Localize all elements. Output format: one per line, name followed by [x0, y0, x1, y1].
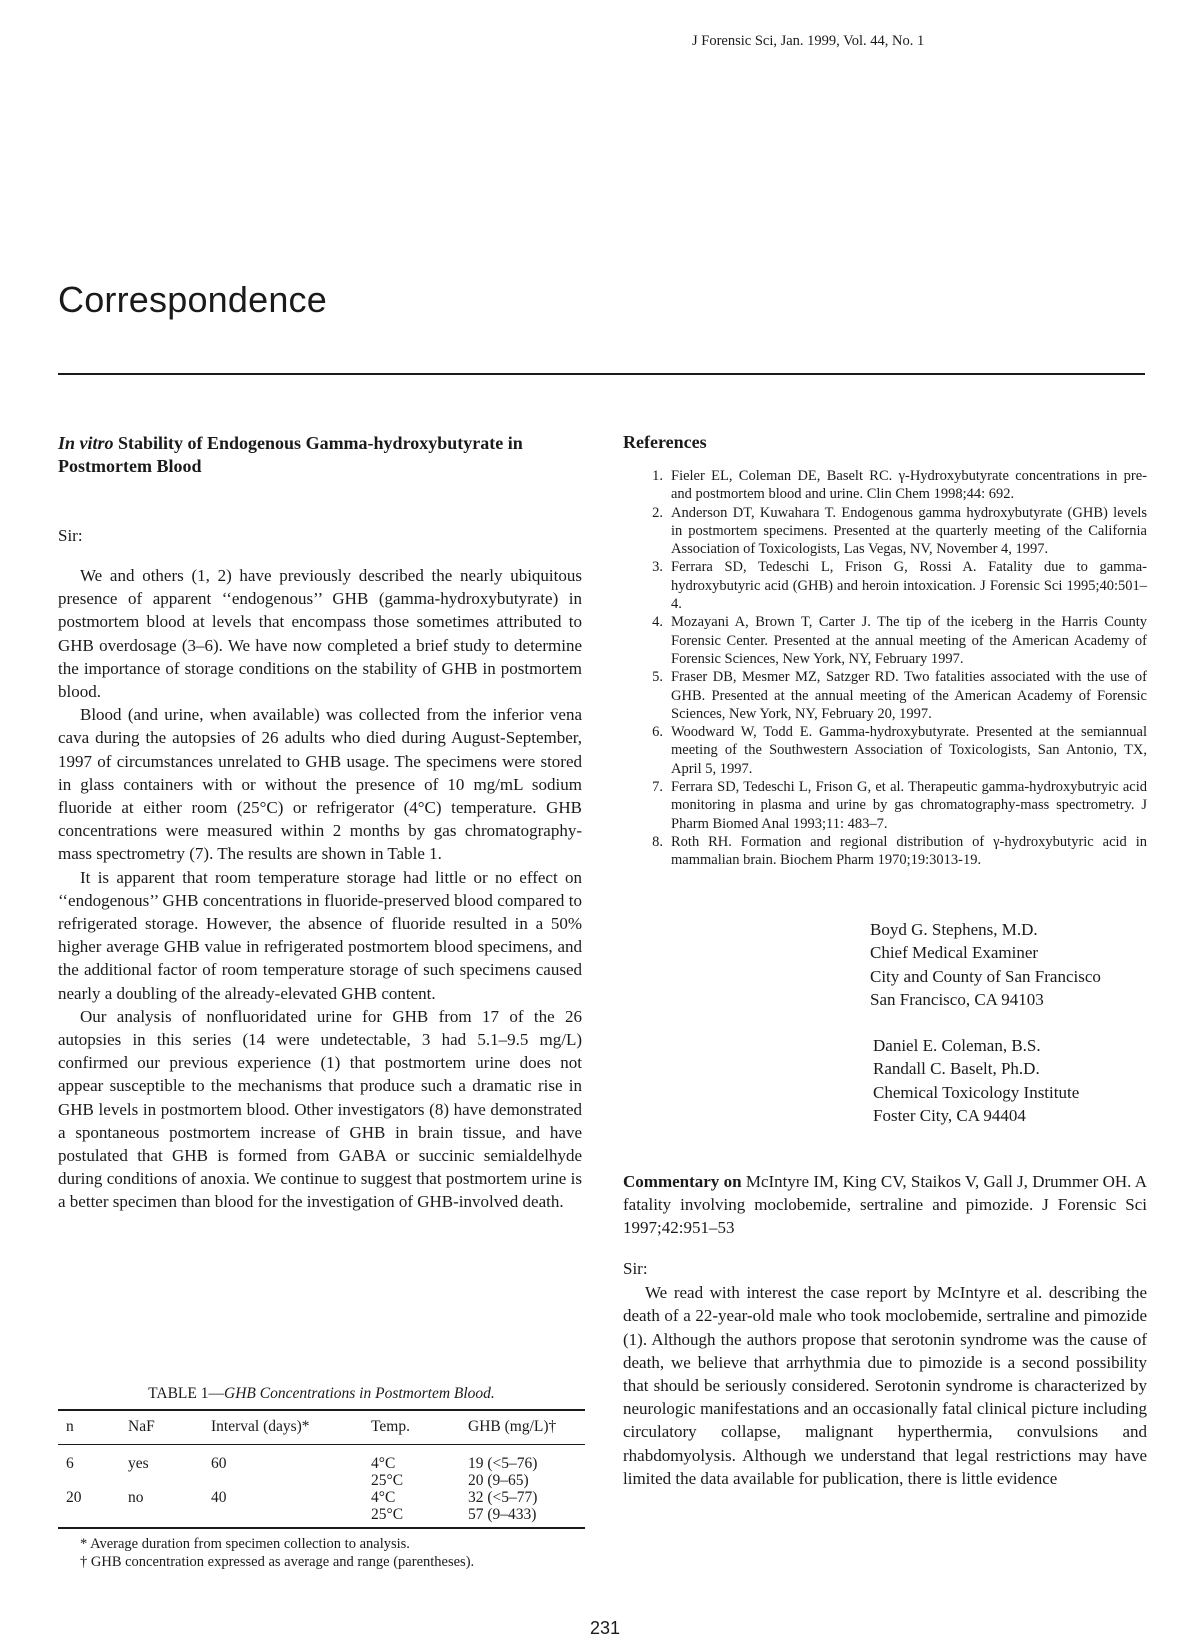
reference-item	[623, 668, 1147, 723]
reference-text: Woodward W, Todd E. Gamma-hydroxybutyrate. Presented at the semiannual meeting of the Southwestern Association of Toxicologists, San Antonio, TX, April 5, 1997.	[671, 724, 1147, 777]
cell-interval: 60	[211, 1455, 227, 1472]
page-number: 231	[590, 1618, 621, 1638]
reference-text: Roth RH. Formation and regional distribution of γ-hydroxybutyric acid in mammalian brain. Biochem Pharm 1970;19:3013-19.	[671, 833, 1147, 869]
reference-number: 7.	[652, 779, 663, 796]
body-paragraph: Blood (and urine, when available) was collected from the inferior vena cava during the autopsies of 26 adults who died during August-September, 1997 of circumstances unrelated to GHB usage. The specimens were stored in glass containers with or without the presence of 10 mg/mL sodium fluoride at either room (25°C) or refrigerator (4°C) temperature. GHB concentrations were measured within 2 months by gas chromatography-mass spectrometry (7). The results are shown in Table 1.	[58, 705, 582, 864]
reference-text: Ferrara SD, Tedeschi L, Frison G, et al. Therapeutic gamma-hydroxybutryic acid monitoring in plasma and urine by gas chromatography-mass spectrometry. J Pharm Biomed Anal 1993;11: 483–7.	[671, 779, 1147, 832]
article-title-rest: Stability of Endogenous Gamma-hydroxybutyrate in Postmortem Blood	[58, 433, 523, 476]
signature-name: Boyd G. Stephens, M.D.	[870, 919, 1038, 939]
signature-name: Daniel E. Coleman, B.S.	[873, 1035, 1041, 1055]
ghb-table	[58, 1409, 585, 1529]
signature-address: San Francisco, CA 94103	[870, 990, 1044, 1010]
cell-naf: yes	[128, 1455, 149, 1472]
signature-address: Foster City, CA 94404	[873, 1106, 1026, 1126]
signature-name: Randall C. Baselt, Ph.D.	[873, 1059, 1040, 1079]
commentary-lead: Commentary on	[623, 1171, 742, 1191]
col-header-naf: NaF	[128, 1418, 155, 1435]
reference-text: Ferrara SD, Tedeschi L, Frison G, Rossi A. Fatality due to gamma-hydroxybutyric acid (GHB) and heroin intoxication. J Forensic Sci 1995;40:501–4.	[671, 559, 1147, 613]
col-header-n: n	[66, 1418, 74, 1435]
cell-temp: 25°C	[371, 1472, 404, 1489]
body-paragraph: We and others (1, 2) have previously described the nearly ubiquitous presence of apparent ‘‘endogenous’’ GHB (gamma-hydroxybutyrate) in postmortem blood at levels that encompass those sometimes attributed to GHB overdosage (3–6). We have now completed a brief study to determine the importance of storage conditions on the stability of GHB in postmortem blood.	[58, 566, 582, 702]
cell-temp: 25°C	[371, 1506, 404, 1523]
reference-item	[623, 833, 1147, 870]
reference-item	[623, 558, 1147, 613]
reference-item	[623, 504, 1147, 559]
salutation: Sir:	[58, 526, 83, 545]
reference-item	[623, 467, 1147, 504]
cell-interval: 40	[211, 1489, 227, 1506]
cell-ghb: 57 (9–433)	[468, 1506, 537, 1523]
article-title	[58, 432, 582, 478]
cell-interval	[211, 1472, 371, 1489]
table-row	[58, 1445, 585, 1473]
cell-n: 20	[66, 1489, 82, 1506]
table-footnotes	[58, 1535, 585, 1571]
right-column	[623, 432, 1147, 1490]
table-caption	[58, 1385, 585, 1403]
salutation: Sir:	[623, 1259, 648, 1279]
reference-number: 3.	[652, 559, 663, 576]
cell-temp: 4°C	[371, 1489, 396, 1506]
cell-interval	[211, 1506, 371, 1528]
cell-n	[58, 1506, 128, 1528]
cell-n	[58, 1472, 128, 1489]
signature-org: Chemical Toxicology Institute	[873, 1082, 1080, 1102]
cell-ghb: 32 (<5–77)	[468, 1489, 538, 1506]
col-header-ghb: GHB (mg/L)†	[468, 1418, 557, 1435]
body-paragraph: It is apparent that room temperature storage had little or no effect on ‘‘endogenous’’ GHB concentrations in fluoride-preserved blood compared to refrigerated storage. However, the absence of fluoride resulted in a 50% higher average GHB value in refrigerated postmortem blood specimens, and the additional factor of room temperature storage of such specimens caused nearly a doubling of the already-elevated GHB content.	[58, 867, 582, 1003]
section-title: Correspondence	[58, 279, 327, 321]
reference-item	[623, 613, 1147, 668]
signature-block-2	[873, 1034, 1147, 1128]
article-title-italic: In vitro	[58, 433, 114, 453]
reference-item	[623, 723, 1147, 778]
reference-number: 6.	[652, 724, 663, 741]
reference-number: 5.	[652, 669, 663, 686]
signature-block-1	[870, 918, 1147, 1012]
running-head: J Forensic Sci, Jan. 1999, Vol. 44, No. 1	[692, 33, 925, 49]
cell-temp: 4°C	[371, 1455, 396, 1472]
section-divider	[58, 373, 1145, 375]
reference-text: Fraser DB, Mesmer MZ, Satzger RD. Two fatalities associated with the use of GHB. Presented at the annual meeting of the American Academy of Forensic Sciences, New York, NY, February 20, 1997.	[671, 669, 1147, 722]
cell-naf	[128, 1506, 211, 1528]
cell-naf: no	[128, 1489, 144, 1506]
table-row	[58, 1472, 585, 1489]
reference-number: 8.	[652, 833, 663, 850]
reference-number: 2.	[652, 504, 663, 521]
reference-number: 4.	[652, 614, 663, 631]
cell-ghb: 20 (9–65)	[468, 1472, 529, 1489]
table-row	[58, 1489, 585, 1506]
commentary-heading	[623, 1170, 1147, 1240]
table-header-row	[58, 1410, 585, 1445]
reference-text: Anderson DT, Kuwahara T. Endogenous gamma hydroxybutyrate (GHB) levels in postmortem specimens. Presented at the quarterly meeting of the California Association of Toxicologists, Las Vegas, NV, November 4, 1997.	[671, 504, 1147, 558]
references-heading: References	[623, 432, 707, 452]
body-paragraph: We read with interest the case report by McIntyre et al. describing the death of a 22-year-old male who took moclobemide, sertraline and pimozide (1). Although the authors propose that serotonin syndrome was the cause of death, we believe that arrhythmia due to pimozide is a second possibility that should be seriously considered. Serotonin syndrome is characterized by neurologic manifestations and an occasionally fatal clinical picture including circulatory collapse, malignant hyperthermia, convulsions and rhabdomyolysis. Although we understand that legal restrictions may have limited the data available for publication, there is little evidence	[623, 1283, 1147, 1488]
cell-n: 6	[66, 1455, 74, 1472]
reference-item	[623, 778, 1147, 833]
table-caption-label: TABLE 1—	[148, 1385, 224, 1402]
footnote: * Average duration from specimen collection to analysis.	[80, 1536, 410, 1552]
reference-text: Fieler EL, Coleman DE, Baselt RC. γ-Hydroxybutyrate concentrations in pre- and postmortem blood and urine. Clin Chem 1998;44: 692.	[671, 468, 1147, 503]
footnote: † GHB concentration expressed as average and range (parentheses).	[80, 1554, 475, 1570]
cell-ghb: 19 (<5–76)	[468, 1455, 538, 1472]
reference-number: 1.	[652, 468, 663, 484]
cell-naf	[128, 1472, 211, 1489]
reference-text: Mozayani A, Brown T, Carter J. The tip of the iceberg in the Harris County Forensic Center. Presented at the annual meeting of the American Academy of Forensic Sciences, New York, NY, February 1997.	[671, 614, 1147, 667]
left-column	[58, 432, 582, 1214]
signature-org: City and County of San Francisco	[870, 966, 1101, 986]
body-paragraph: Our analysis of nonfluoridated urine for GHB from 17 of the 26 autopsies in this series (14 were undetectable, 3 had 5.1–9.5 mg/L) confirmed our previous experience (1) that postmortem urine does not appear susceptible to the mechanisms that produce such a dramatic rise in GHB levels in postmortem blood. Other investigators (8) have demonstrated a spontaneous postmortem increase of GHB in brain tissue, and have postulated that GHB is formed from GABA or succinic semialdelhyde during conditions of anoxia. We continue to suggest that postmortem urine is a better specimen than blood for the investigation of GHB-involved death.	[58, 1006, 582, 1212]
signature-title: Chief Medical Examiner	[870, 943, 1039, 963]
table-1	[58, 1385, 585, 1571]
table-caption-title: GHB Concentrations in Postmortem Blood.	[224, 1385, 495, 1402]
references-list	[623, 467, 1147, 870]
col-header-interval: Interval (days)*	[211, 1418, 310, 1435]
table-row	[58, 1506, 585, 1528]
col-header-temp: Temp.	[371, 1418, 410, 1435]
commentary-citation: McIntyre IM, King CV, Staikos V, Gall J, Drummer OH. A fatality involving moclobemide, sertraline and pimozide. J Forensic Sci 1997;42:951–53	[623, 1171, 1147, 1237]
